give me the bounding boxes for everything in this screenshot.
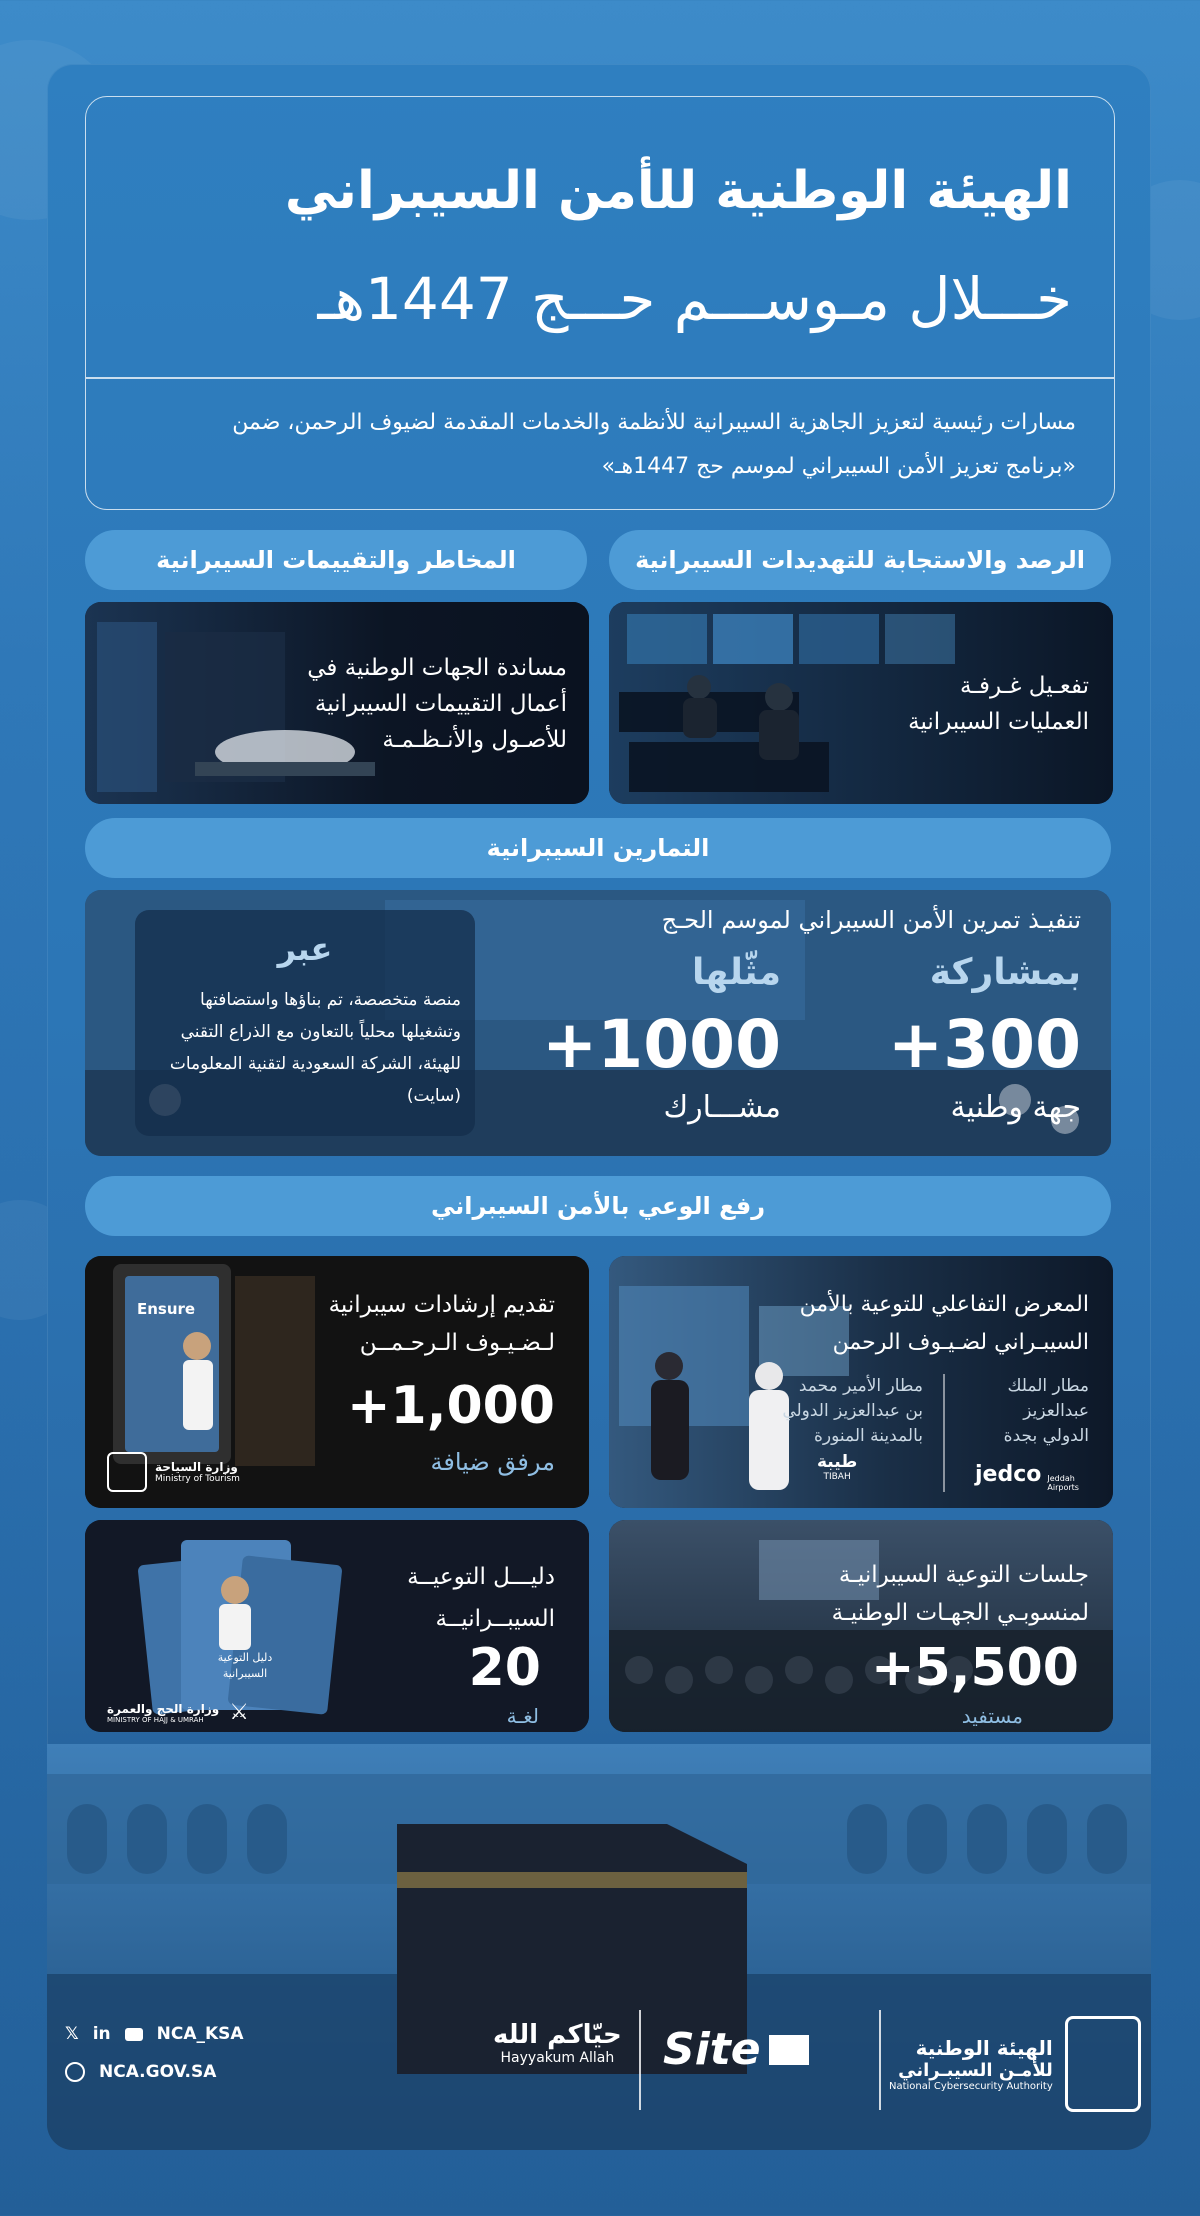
saudi-emblem-icon: ⚔ xyxy=(229,1700,249,1725)
nca-logo-icon xyxy=(1065,2016,1141,2112)
card-exercise xyxy=(85,890,1111,1156)
pill-awareness xyxy=(85,1176,1111,1236)
title-box xyxy=(85,96,1115,510)
airport-madinah-line-3: بالمدينة المنورة xyxy=(814,1426,923,1446)
booklet-title: دليل التوعية السيبرانية xyxy=(217,1651,273,1680)
youtube-icon[interactable] xyxy=(125,2028,143,2041)
footer xyxy=(47,1980,1151,2150)
airport-madinah xyxy=(782,1374,923,1449)
site-logo-icon xyxy=(769,2035,809,2065)
tourism-logo xyxy=(107,1452,240,1492)
guide-title xyxy=(407,1556,555,1640)
guidance-value: +1,000 xyxy=(346,1376,555,1436)
card-operations-room xyxy=(609,602,1113,804)
globe-icon xyxy=(65,2062,85,2082)
pill-awareness-label: رفع الوعي بالأمن السيبراني xyxy=(431,1192,766,1220)
footer-divider-1 xyxy=(639,2010,641,2110)
social-handle[interactable]: NCA_KSA xyxy=(156,2024,244,2044)
footer-divider-2 xyxy=(879,2010,881,2110)
airport-jeddah-line-1: مطار الملك xyxy=(1007,1376,1089,1396)
site-logo xyxy=(663,2024,809,2075)
nca-logo-ar-1: الهيئة الوطنية xyxy=(915,2036,1053,2060)
airport-madinah-line-2: بن عبدالعزيز الدولي xyxy=(782,1401,923,1421)
participation-label: بمشاركة xyxy=(929,952,1081,993)
website-link[interactable]: NCA.GOV.SA xyxy=(99,2062,217,2082)
card-guidance xyxy=(85,1256,589,1508)
operations-text-line-1: تفعـيل غـرفـة xyxy=(959,673,1089,699)
guide-title-line-1: دليـــل التوعيــة xyxy=(407,1564,555,1590)
infographic-frame xyxy=(47,64,1151,2150)
sessions-title-line-1: جلسات التوعية السيبرانيـة xyxy=(838,1562,1089,1588)
guide-label: لغـة xyxy=(506,1704,539,1728)
social-row xyxy=(65,2024,244,2044)
operations-room-text xyxy=(908,668,1089,740)
exhibit-title-line-1: المعرض التفاعلي للتوعية بالأمن xyxy=(799,1292,1089,1317)
guide-value: 20 xyxy=(468,1638,541,1698)
pill-monitoring-label: الرصد والاستجابة للتهديدات السيبرانية xyxy=(635,546,1085,574)
hajj-logo-en: MINISTRY OF HAJJ & UMRAH xyxy=(107,1715,204,1724)
risk-text-line-3: للأصـول والأنـظـمـة xyxy=(382,727,567,753)
platform-label: عبر xyxy=(277,930,333,968)
sessions-label: مستفيد xyxy=(961,1704,1023,1728)
risk-text-line-1: مساندة الجهات الوطنية في xyxy=(307,655,567,681)
site-logo-text: Site xyxy=(663,2024,761,2075)
airport-jeddah-line-3: الدولي بجدة xyxy=(1003,1426,1089,1446)
hayyakum-logo xyxy=(493,2020,622,2066)
stat-entities-value: +300 xyxy=(887,1006,1081,1083)
screen-word: Ensure xyxy=(137,1300,196,1318)
guidance-title xyxy=(329,1286,555,1362)
exercise-headline: تنفيـذ تمرين الأمن السيبراني لموسم الحـج xyxy=(661,906,1081,934)
airport-madinah-line-1: مطار الأمير محمد xyxy=(798,1376,923,1396)
jedco-logo xyxy=(975,1462,1087,1492)
tibah-logo-sub: TIBAH xyxy=(823,1472,851,1482)
hajj-logo-ar: وزارة الحج والعمرة xyxy=(107,1701,220,1716)
airport-jeddah-line-2: عبدالعزيز xyxy=(1023,1401,1089,1421)
pill-exercises xyxy=(85,818,1111,878)
operations-text-line-2: العمليات السيبرانية xyxy=(908,709,1089,735)
page-title: الهيئة الوطنية للأمن السيبراني xyxy=(284,161,1072,221)
risk-text-line-2: أعمال التقييمات السيبرانية xyxy=(314,691,567,717)
sessions-title xyxy=(832,1556,1089,1632)
x-icon[interactable]: 𝕏 xyxy=(65,2024,79,2044)
tourism-logo-ar: وزارة السياحة xyxy=(155,1460,238,1474)
tourism-emblem-icon xyxy=(107,1452,147,1492)
airport-jeddah xyxy=(1004,1374,1089,1449)
tibah-logo-text: طيبة xyxy=(817,1452,858,1472)
card-sessions xyxy=(609,1520,1113,1732)
sessions-value: +5,500 xyxy=(870,1638,1079,1698)
platform-box xyxy=(135,910,475,1136)
guidance-title-line-2: لـضـيـوف الـرحـمــن xyxy=(359,1330,555,1356)
guidance-label: مرفق ضيافة xyxy=(430,1448,555,1476)
sessions-title-line-2: لمنسوبـي الجهـات الوطنيـة xyxy=(831,1600,1089,1626)
linkedin-icon[interactable]: in xyxy=(92,2024,111,2044)
tibah-logo xyxy=(817,1452,857,1482)
hayyakum-logo-ar: حيّاكم الله xyxy=(493,2020,622,2050)
pill-risks xyxy=(85,530,587,590)
pill-exercises-label: التمارين السيبرانية xyxy=(486,834,710,862)
pill-monitoring xyxy=(609,530,1111,590)
hajj-ministry-logo xyxy=(107,1700,249,1725)
card-exhibit xyxy=(609,1256,1113,1508)
jedco-logo-sub: Jeddah Airports xyxy=(1047,1474,1079,1492)
airport-divider xyxy=(943,1374,945,1492)
nca-logo xyxy=(889,2016,1141,2112)
card-risk-assessments xyxy=(85,602,589,804)
title-divider xyxy=(86,377,1114,379)
stat-participants-value: +1000 xyxy=(542,1006,781,1083)
represented-label: مثّلها xyxy=(692,952,781,993)
intro-text xyxy=(116,401,1076,489)
nca-logo-ar-2: للأمـن السيبـراني xyxy=(898,2060,1053,2081)
tourism-logo-en: Ministry of Tourism xyxy=(155,1474,240,1484)
pill-risks-label: المخاطر والتقييمات السيبرانية xyxy=(156,546,516,574)
stat-participants-label: مشـــارك xyxy=(663,1090,781,1125)
guidance-title-line-1: تقديم إرشادات سيبرانية xyxy=(328,1292,555,1318)
stat-entities-label: جهة وطنية xyxy=(950,1090,1081,1125)
website-row xyxy=(65,2062,216,2082)
intro-line-2: «برنامج تعزيز الأمن السيبراني لموسم حج 1447هـ» xyxy=(601,454,1076,479)
card-guide xyxy=(85,1520,589,1732)
risk-text xyxy=(307,650,567,758)
nca-logo-en: National Cybersecurity Authority xyxy=(889,2081,1053,2092)
exhibit-title xyxy=(800,1286,1089,1362)
exhibit-title-line-2: السيبـراني لضـيـوف الرحمن xyxy=(832,1330,1089,1355)
intro-line-1: مسارات رئيسية لتعزيز الجاهزية السيبرانية للأنظمة والخدمات المقدمة لضيوف الرحمن، ضمن xyxy=(232,410,1076,435)
hayyakum-logo-en: Hayyakum Allah xyxy=(500,2050,615,2066)
platform-description: منصة متخصصة، تم بناؤها واستضافتها وتشغيلها محلياً بالتعاون مع الذراع التقني للهيئة، الشركة السعودية لتقنية المعلومات (سايت) xyxy=(169,990,461,1106)
page-subtitle-season: خـــلال مـوســـم حـــج 1447هـ xyxy=(317,265,1072,333)
jedco-logo-text: jedco xyxy=(975,1462,1042,1487)
guide-title-line-2: السيبــرانيــة xyxy=(435,1606,555,1632)
